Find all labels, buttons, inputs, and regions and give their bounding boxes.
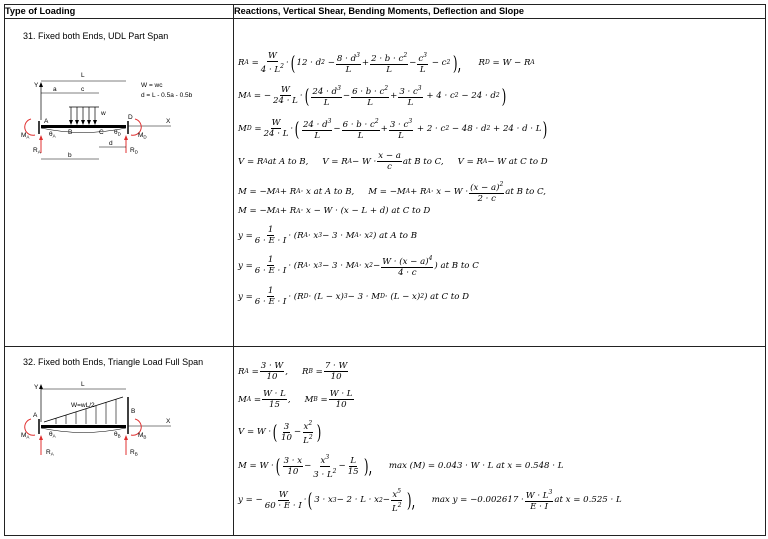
beam-32 [41,425,126,428]
case-32-row [5,347,766,536]
eq-deflection-32: y = − $\frac{W}{60 \cdot E \cdot I}$ · ( 3 · x 3 − 2 · L · x 2 − $\frac{x^5}{L^2}$ ), max y = −0.002617 · $\frac{W \cdot L^3}{E \cdot I}$ at x = 0.525 · L [238,488,622,514]
case-31-beam-diagram [11,55,211,165]
eq-moment-ab-bc: M = −M A + R A · x at A to B, M = −M A + R A · x − W · $\frac{(x - a)^2}{2 \cdot c}$ at B to C, [238,181,546,204]
x-axis-label: X [166,118,171,125]
header-row [5,5,766,19]
x-axis-label-32: X [166,418,171,425]
note-d: d = L - 0.5a - 0.5b [141,92,193,99]
y-axis-arrow-32 [39,384,43,389]
point-a-label-32: A [33,412,38,419]
reaction-b-head-32 [124,435,128,440]
udl-w-label: w [101,110,106,117]
eq-shear-32: V = W · ( $\frac{3}{10}$ − $\frac{x^2}{L^2}$ ) [238,420,321,446]
case-31-equations-cell [234,19,766,347]
eq-ra: R A = $\frac{W}{4 \cdot L^2}$ · ( 12 · d 2 − $\frac{8 \cdot d^3}{L}$ + $\frac{2 \cdot b \cdot c^2}{L}$ − $\frac{c^3}{L}$ − c 2 ), R D = W − R A [238,50,535,75]
case-32-beam-diagram [11,377,211,467]
point-a-label: A [44,118,49,125]
note-w-wc: W = wc [141,82,163,89]
dim-l-label: L [81,72,85,79]
eq-moment-cd: M = −M A + R A · x − W · (x − L + d) at C to D [238,206,431,216]
eq-reactions-32: R A = $\frac{3 \cdot W}{10}$ , R B = $\frac{7 \cdot W}{10}$ [238,361,348,382]
dim-b-label: b [68,152,72,159]
beam [41,125,126,128]
reaction-b-label-32: $R_B$ [130,449,138,457]
case-31-row [5,19,766,347]
case-31-title: 31. Fixed both Ends, UDL Part Span [23,31,169,41]
eq-ma: M A = − $\frac{W}{24 \cdot L}$ · ( $\frac{24 \cdot d^3}{L}$ − $\frac{6 \cdot b \cdot c^2}{L}$ + $\frac{3 \cdot c^3}{L}$ + 4 · c 2 − 24 · d 2 ) [238,83,506,108]
udl-arrowheads [69,120,97,125]
y-axis-label: Y [34,82,39,89]
loading-table [4,4,766,536]
moment-d-label: $M_D$ [138,132,147,140]
case-32-equations-cell [234,347,766,536]
moment-a-label-32: $M_A$ [21,432,30,440]
dim-a-label: a [53,86,57,93]
theta-b-label-32: $\theta_B$ [114,431,121,439]
reaction-d-label: $R_D$ [130,147,138,155]
dim-c-label: c [81,86,85,93]
reaction-a-label-32: $R_A$ [46,449,54,457]
moment-b-label-32: $M_B$ [138,432,147,440]
eq-deflection-ab: y = $\frac{1}{6 \cdot E \cdot I}$ · (R A · x 3 − 3 · M A · x 2 ) at A to B [238,225,418,246]
eq-moment-32: M = W · ( $\frac{3 \cdot x}{10}$ − $\frac{x^3}{3 \cdot L^2}$ − $\frac{L}{15}$ ), max (M) = 0.043 · W · L at x = 0.548 · L [238,454,564,480]
eq-md: M D = $\frac{W}{24 \cdot L}$ · ( $\frac{24 \cdot d^3}{L}$ − $\frac{6 \cdot b \cdot c^2}{L}$ + $\frac{3 \cdot c^3}{L}$ + 2 · c 2 − 48 · d 2 + 24 · d · L ) [238,116,548,141]
eq-deflection-cd: y = $\frac{1}{6 \cdot E \cdot I}$ · (R D · (L − x) 3 − 3 · M D · (L − x) 2 ) at C to D [238,286,470,307]
header-reactions: Reactions, Vertical Shear, Bending Moments, Deflection and Slope [234,5,766,19]
y-axis-label-32: Y [34,384,39,391]
eq-moments-32: M A = $\frac{W \cdot L}{15}$ , M B = $\frac{W \cdot L}{10}$ [238,389,353,410]
header-type-of-loading: Type of Loading [5,5,234,19]
theta-a-label: $\theta_A$ [49,131,56,139]
case-32-title: 32. Fixed both Ends, Triangle Load Full Span [23,357,204,367]
case-31-diagram-cell [5,19,234,347]
reaction-a-head [39,135,43,140]
dim-d-label: d [109,140,113,147]
eq-deflection-bc: y = $\frac{1}{6 \cdot E \cdot I}$ · (R A · x 3 − 3 · M A · x 2 − $\frac{W \cdot (x - a)^4}{4 \cdot c}$ ) at B to C [238,255,479,278]
reaction-d-head [124,135,128,140]
point-b-label-32: B [131,408,136,415]
reaction-a-head-32 [39,435,43,440]
moment-a-label: $M_A$ [21,132,30,140]
load-label-32: W=wL/2 [71,402,95,409]
eq-shear: V = R A at A to B, V = R A − W · $\frac{x - a}{c}$ at B to C, V = R A − W at C to D [238,151,548,172]
point-b-label: B [68,129,73,136]
reaction-a-label: $R_A$ [33,147,41,155]
y-axis-arrow [39,82,43,87]
case-32-diagram-cell [5,347,234,536]
point-c-label: C [99,129,104,136]
dim-l-label-32: L [81,381,85,388]
point-d-label: D [128,114,133,121]
theta-a-label-32: $\theta_A$ [49,431,56,439]
theta-d-label: $\theta_D$ [114,129,121,137]
